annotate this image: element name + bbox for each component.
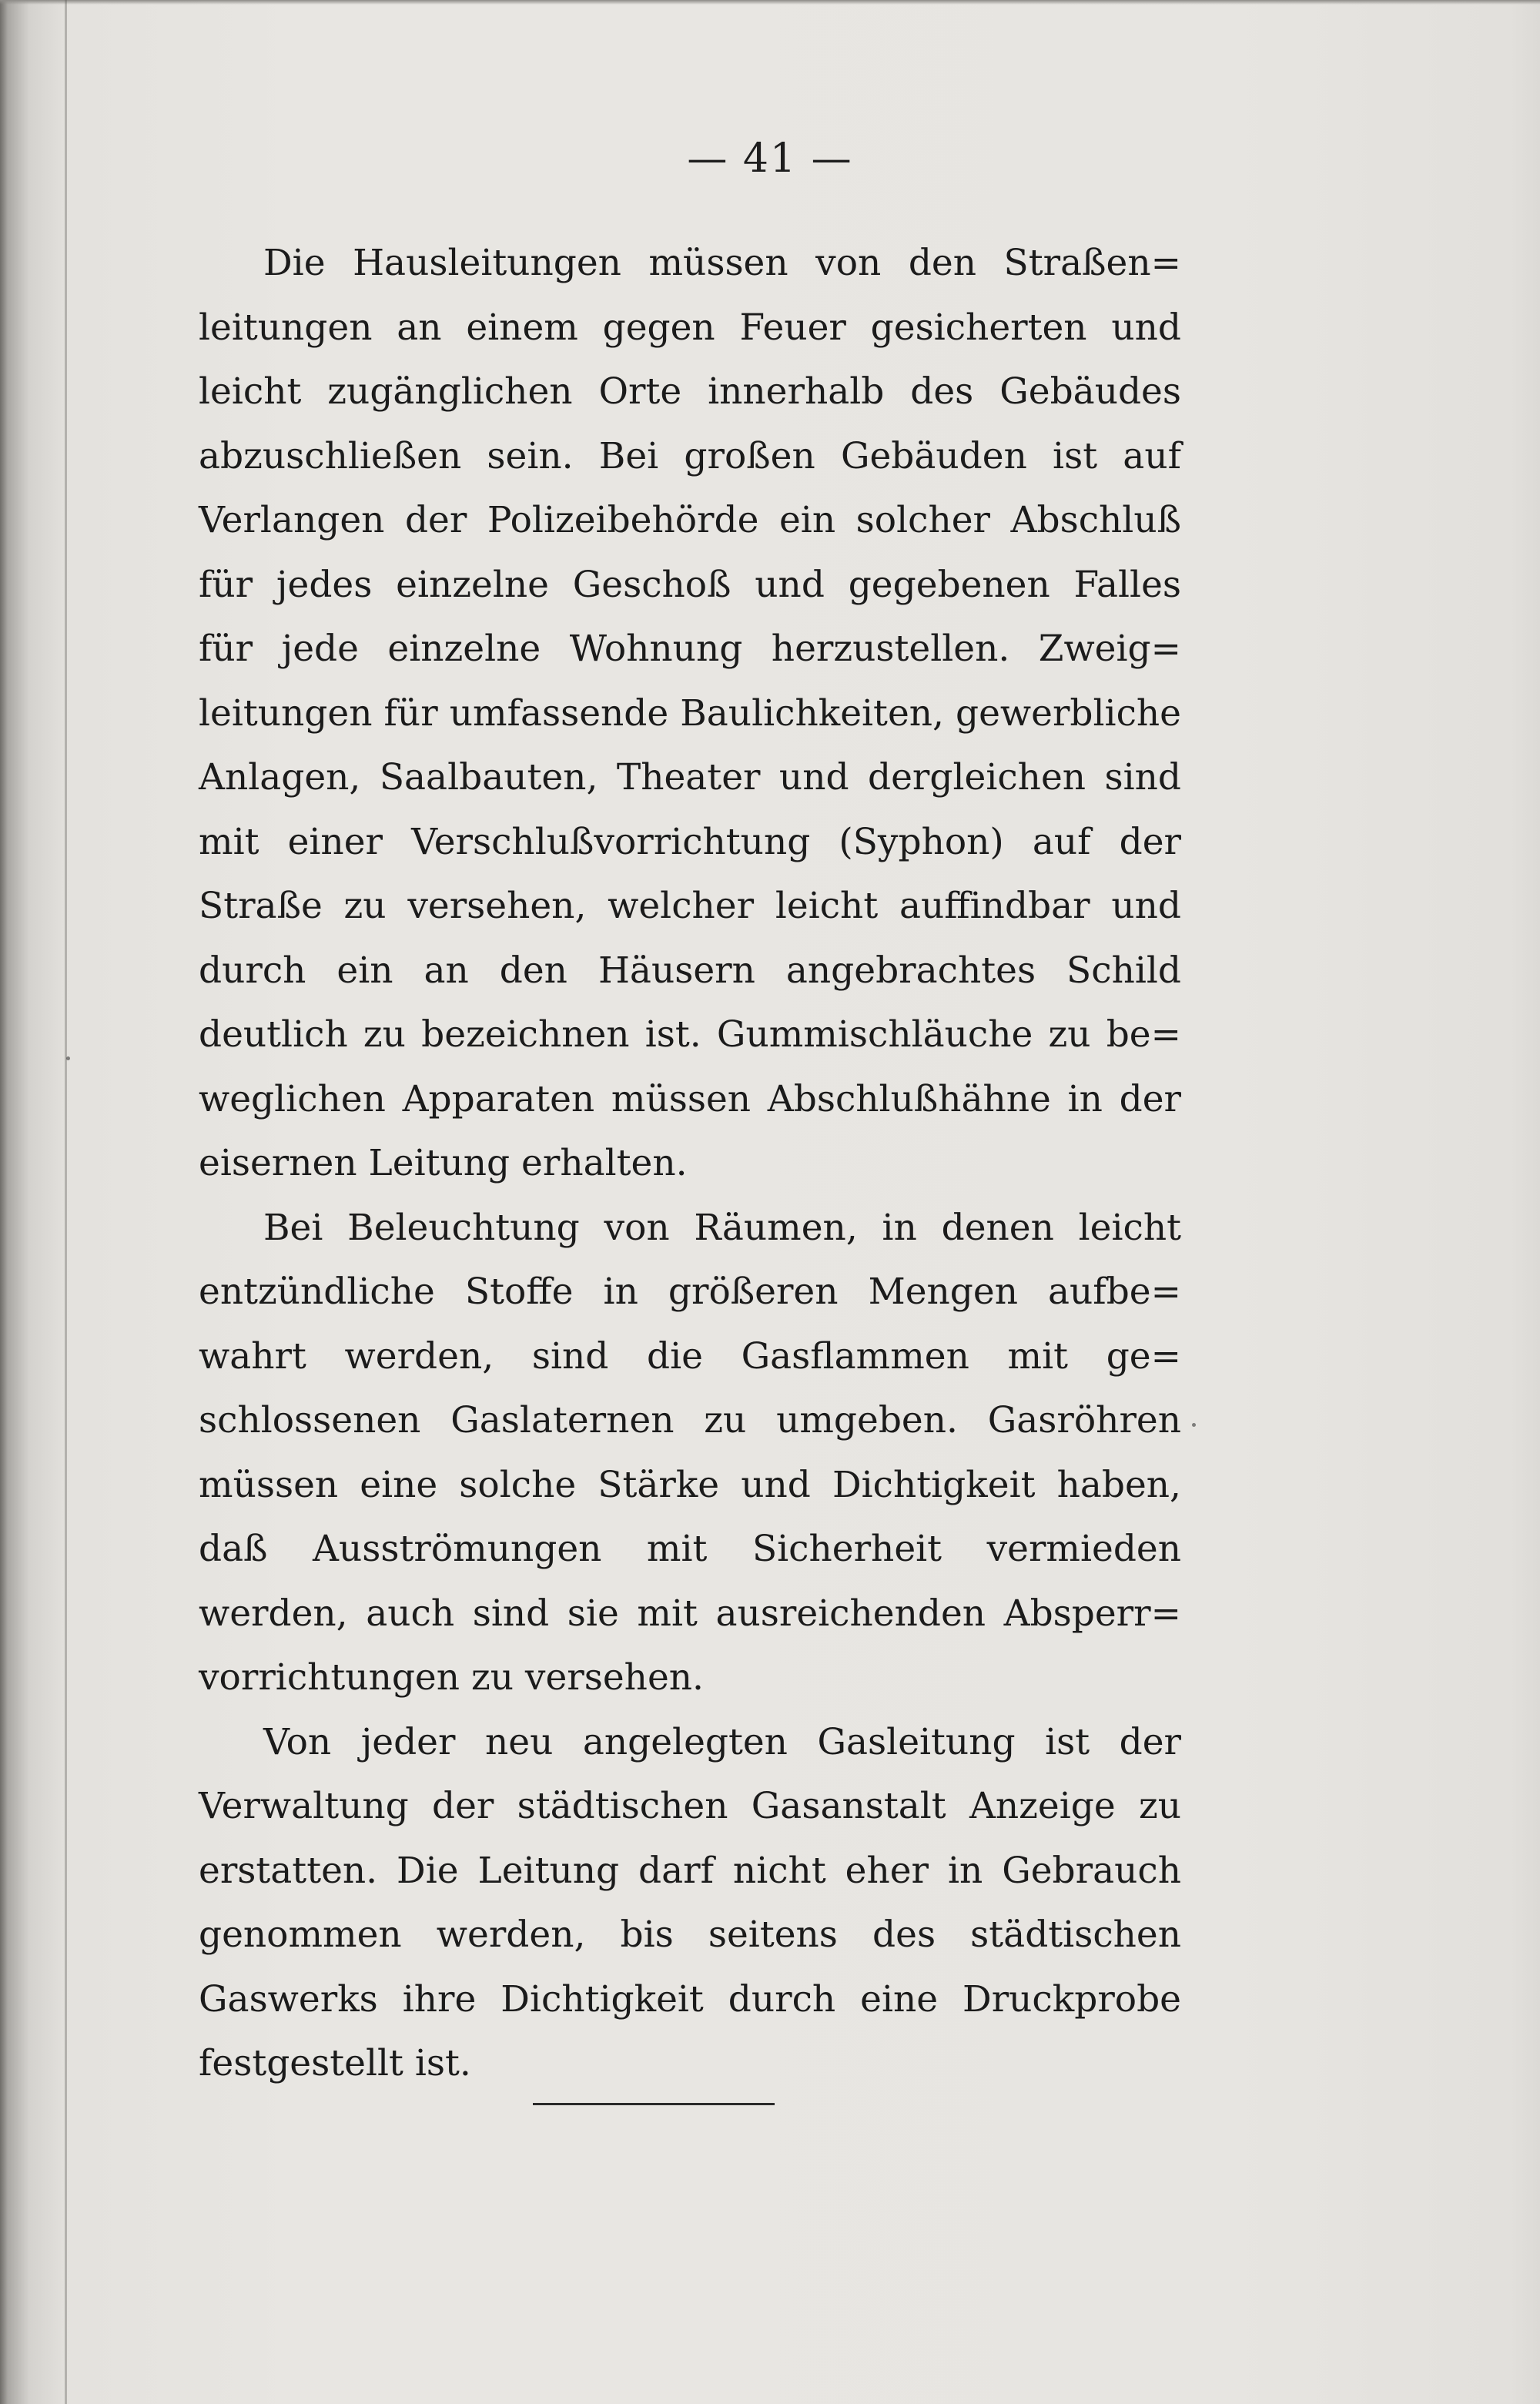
text-line: erstatten. Die Leitung darf nicht eher in Gebrauch (199, 1849, 1181, 1892)
paragraph-1 (199, 231, 1181, 1196)
text-line: deutlich zu bezeichnen ist. Gummischläuche zu be= (199, 1013, 1181, 1056)
text-line: Die Hausleitungen müssen von den Straßen= (263, 242, 1181, 284)
paragraph-3 (199, 1710, 1181, 2096)
text-line: entzündliche Stoffe in größeren Mengen aufbe= (199, 1271, 1181, 1313)
text-line: Gaswerks ihre Dichtigkeit durch eine Druckprobe (199, 1977, 1181, 2021)
text-line: Anlagen, Saalbauten, Theater und dergleichen sind (199, 756, 1181, 799)
body-text (199, 231, 1181, 2096)
text-line: eisernen Leitung erhalten. (199, 1142, 688, 1184)
text-line: müssen eine solche Stärke und Dichtigkeit haben, (199, 1463, 1181, 1506)
text-line: leitungen an einem gegen Feuer gesicherten und (199, 306, 1181, 349)
text-line: genommen werden, bis seitens des städtischen (199, 1913, 1181, 1956)
closing-rule (533, 2103, 775, 2105)
text-line: wahrt werden, sind die Gasflammen mit ge= (199, 1334, 1181, 1378)
paper-speck (1192, 1423, 1196, 1427)
text-line: für jedes einzelne Geschoß und gegebenen Falles (199, 563, 1181, 606)
text-line: werden, auch sind sie mit ausreichenden Absperr= (199, 1592, 1181, 1635)
text-line: weglichen Apparaten müssen Abschlußhähne in der (199, 1077, 1181, 1120)
text-line: Bei Beleuchtung von Räumen, in denen leicht (263, 1206, 1181, 1249)
paragraph-2 (199, 1196, 1181, 1710)
text-line: Verwaltung der städtischen Gasanstalt Anzeige zu (199, 1785, 1181, 1827)
binding-gutter (65, 0, 67, 2404)
page-number: — 41 — (687, 136, 853, 182)
text-line: Von jeder neu angelegten Gasleitung ist der (263, 1720, 1181, 1763)
paper-speck (66, 1056, 70, 1060)
text-line: festgestellt ist. (199, 2042, 471, 2084)
text-line: leitungen für umfassende Baulichkeiten, gewerbliche (199, 691, 1181, 735)
page-top-edge (0, 0, 1540, 5)
text-line: für jede einzelne Wohnung herzustellen. Zweig= (199, 628, 1181, 670)
text-line: abzuschließen sein. Bei großen Gebäuden ist auf (199, 434, 1181, 477)
text-line: Straße zu versehen, welcher leicht auffindbar und (199, 885, 1181, 927)
text-line: vorrichtungen zu versehen. (199, 1656, 704, 1699)
text-line: mit einer Verschlußvorrichtung (Syphon) auf der (199, 820, 1181, 863)
text-line: leicht zugänglichen Orte innerhalb des Gebäudes (199, 370, 1181, 413)
text-line: schlossenen Gaslaternen zu umgeben. Gasröhren (199, 1399, 1181, 1441)
text-line: daß Ausströmungen mit Sicherheit vermieden (199, 1528, 1181, 1570)
text-line: Verlangen der Polizeibehörde ein solcher Abschluß (199, 499, 1181, 541)
text-line: durch ein an den Häusern angebrachtes Schild (199, 949, 1181, 992)
